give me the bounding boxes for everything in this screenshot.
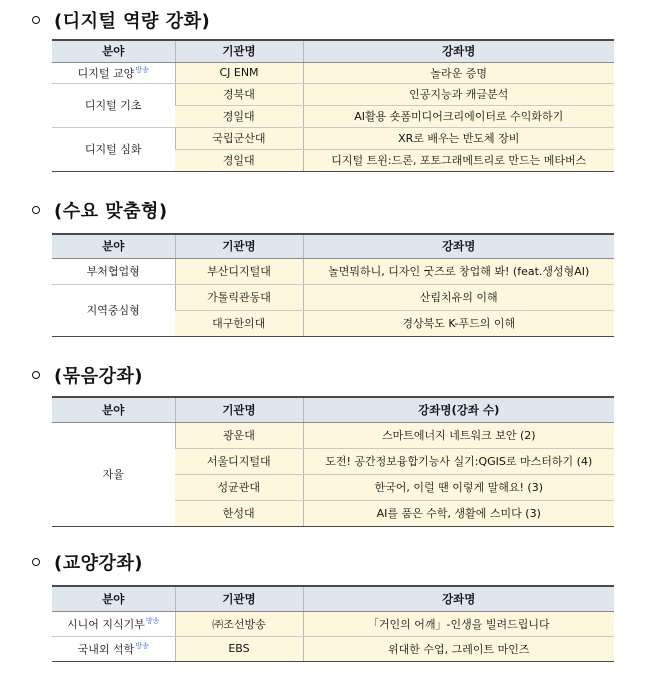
course-cell: AI활용 숏폼미디어크리에이터로 수익화하기 <box>303 105 614 127</box>
course-cell: 디지털 트윈:드론, 포토그래메트리로 만드는 메타버스 <box>303 149 614 171</box>
org-cell: 대구한의대 <box>175 310 303 336</box>
bullet-icon <box>32 371 40 379</box>
category-label: 디지털 교양 <box>77 66 135 80</box>
section-title <box>32 362 143 388</box>
header-org: 기관명 <box>175 40 303 62</box>
bullet-icon <box>32 206 40 214</box>
org-cell: 부산디지털대 <box>175 258 303 284</box>
course-cell: XR로 배우는 반도체 장비 <box>303 127 614 149</box>
course-cell: 경상북도 K-푸드의 이해 <box>303 310 614 336</box>
org-cell: 경북대 <box>175 83 303 105</box>
org-cell: EBS <box>175 636 303 661</box>
header-field: 분야 <box>52 586 175 611</box>
bullet-icon <box>32 558 40 566</box>
section-title-text: (묶음강좌) <box>54 366 144 387</box>
course-table-digital <box>52 39 614 172</box>
course-cell: 산림치유의 이해 <box>303 284 614 310</box>
category-cell: 디지털 심화 <box>52 127 175 171</box>
category-cell: 디지털 기초 <box>52 83 175 127</box>
org-cell: 한성대 <box>175 500 303 526</box>
broadcast-tag: 방송 <box>135 65 149 74</box>
org-cell: 경일대 <box>175 149 303 171</box>
category-label: 시니어 지식기부 <box>67 617 145 631</box>
org-cell: 경일대 <box>175 105 303 127</box>
org-cell: 서울디지털대 <box>175 448 303 474</box>
category-cell <box>52 636 175 661</box>
course-cell: 위대한 수업, 그레이트 마인즈 <box>303 636 614 661</box>
org-cell: 가톨릭관동대 <box>175 284 303 310</box>
section-title-text: (디지털 역량 강화) <box>54 11 211 32</box>
section-title <box>32 549 143 575</box>
header-field: 분야 <box>52 40 175 62</box>
header-course: 강좌명 <box>303 40 614 62</box>
course-table-bundle <box>52 396 614 527</box>
category-cell <box>52 62 175 83</box>
section-title-text: (수요 맞춤형) <box>54 201 168 222</box>
header-course: 강좌명 <box>303 586 614 611</box>
course-cell: 놀면뭐하니, 디자인 굿즈로 창업해 봐! (feat.생성형AI) <box>303 258 614 284</box>
course-cell: 스마트에너지 네트워크 보안 (2) <box>303 422 614 448</box>
header-org: 기관명 <box>175 234 303 258</box>
section-title <box>32 197 168 223</box>
broadcast-tag: 방송 <box>145 616 160 625</box>
section-title-text: (교양강좌) <box>54 553 144 574</box>
category-cell <box>52 611 175 636</box>
course-cell: 「거인의 어깨」-인생을 빌려드립니다 <box>303 611 614 636</box>
category-label: 국내외 석학 <box>77 642 135 656</box>
course-table-demand <box>52 233 614 337</box>
org-cell: ㈜조선방송 <box>175 611 303 636</box>
bullet-icon <box>32 16 40 24</box>
header-org: 기관명 <box>175 397 303 422</box>
org-cell: 국립군산대 <box>175 127 303 149</box>
header-field: 분야 <box>52 397 175 422</box>
header-course: 강좌명(강좌 수) <box>303 397 614 422</box>
course-cell: AI를 품은 수학, 생활에 스미다 (3) <box>303 500 614 526</box>
org-cell: 성균관대 <box>175 474 303 500</box>
category-cell: 부처협업형 <box>52 258 175 284</box>
org-cell: CJ ENM <box>175 62 303 83</box>
header-field: 분야 <box>52 234 175 258</box>
section-title <box>32 7 210 33</box>
course-cell: 인공지능과 캐글분석 <box>303 83 614 105</box>
header-course: 강좌명 <box>303 234 614 258</box>
category-cell: 지역중심형 <box>52 284 175 336</box>
org-cell: 광운대 <box>175 422 303 448</box>
course-cell: 한국어, 이럴 땐 이렇게 말해요! (3) <box>303 474 614 500</box>
header-org: 기관명 <box>175 586 303 611</box>
broadcast-tag: 방송 <box>135 641 149 650</box>
course-table-liberal <box>52 585 614 662</box>
category-cell: 자율 <box>52 422 175 526</box>
course-cell: 놀라운 증명 <box>303 62 614 83</box>
course-cell: 도전! 공간정보융합기능사 실기:QGIS로 마스터하기 (4) <box>303 448 614 474</box>
